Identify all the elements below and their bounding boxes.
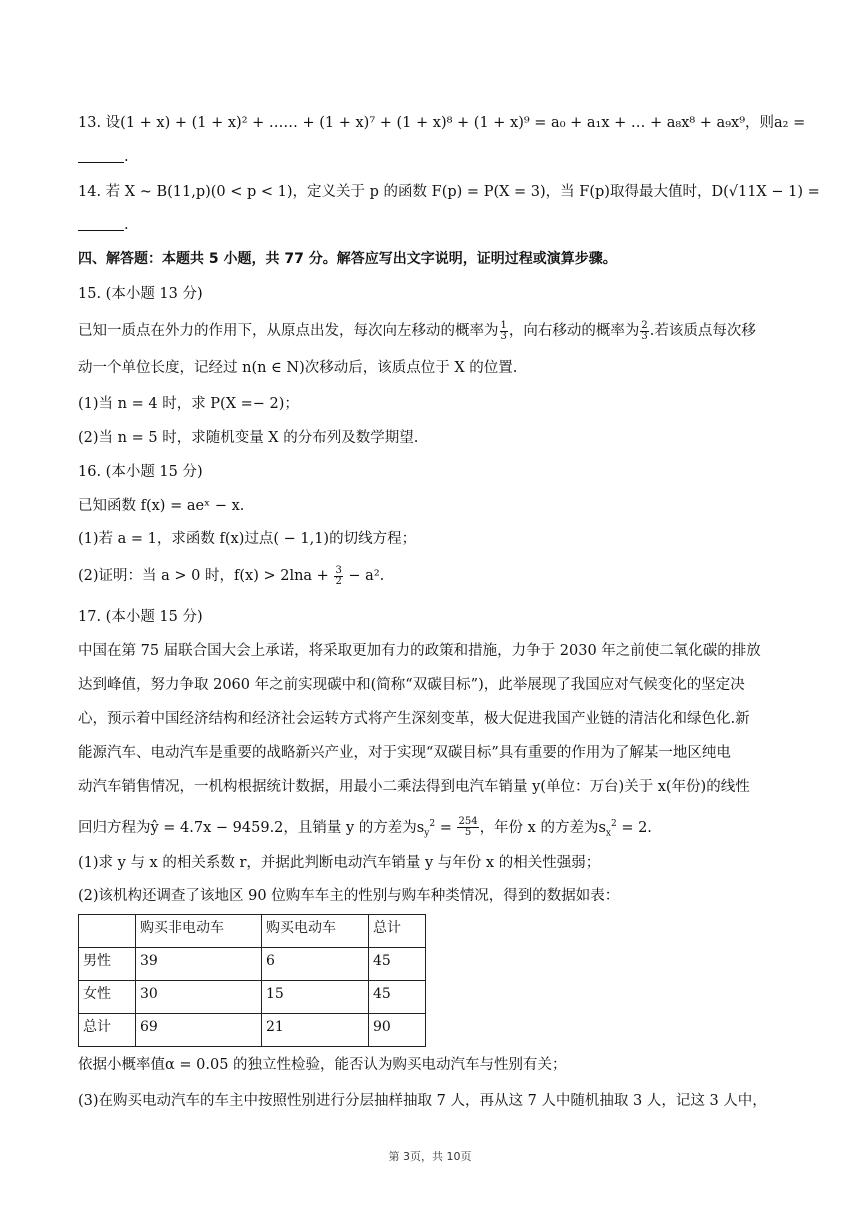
table-cell: 女性 bbox=[79, 981, 136, 1014]
answer-blank bbox=[78, 216, 124, 231]
table-row bbox=[79, 948, 426, 981]
table-cell: 购买电动车 bbox=[262, 915, 369, 948]
q17-paragraph-line: 心，预示着中国经济结构和经济社会运转方式将产生深刻变革，极大促进我国产业链的清洁化和绿色化.新 bbox=[78, 711, 750, 727]
table-cell: 总计 bbox=[369, 915, 426, 948]
q15-part2: (2)当 n = 5 时，求随机变量 X 的分布列及数学期望. bbox=[78, 430, 419, 446]
q17-paragraph-line: 动汽车销售情况，一机构根据统计数据，用最小二乘法得到电汽车销量 y(单位：万台)关于 x(年份)的线性 bbox=[78, 779, 750, 795]
q15-part1: (1)当 n = 4 时，求 P(X =− 2)； bbox=[78, 396, 299, 412]
table-cell: 21 bbox=[262, 1014, 369, 1047]
table-cell: 总计 bbox=[79, 1014, 136, 1047]
q15-line2: 动一个单位长度，记经过 n(n ∈ N)次移动后，该质点位于 X 的位置. bbox=[78, 360, 518, 376]
table-cell: 45 bbox=[369, 981, 426, 1014]
q15-line1: 已知一质点在外力的作用下，从原点出发，每次向左移动的概率为 $\frac{1}{3}$ ，向右移动的概率为 $\frac{2}{3}$ .若该质点每次移 bbox=[78, 319, 756, 342]
q13-text: 13. 设(1 + x) + (1 + x)² + …… + (1 + x)⁷ + (1 + x)⁸ + (1 + x)⁹ = a₀ + a₁x + … + a₈x⁸ + a₉x⁹，则a₂ = bbox=[78, 115, 806, 131]
q17-paragraph-line: 达到峰值，努力争取 2060 年之前实现碳中和(简称“双碳目标”)，此举展现了我国应对气候变化的坚定决 bbox=[78, 677, 745, 693]
q17-part2: (2)该机构还调查了该地区 90 位购车车主的性别与购车种类情况，得到的数据如表： bbox=[78, 888, 620, 904]
fraction: $\frac{3}{2}$ bbox=[335, 564, 342, 587]
q16-line1: 已知函数 f(x) = aeˣ − x. bbox=[78, 498, 245, 514]
q17-after-table: 依据小概率值α = 0.05 的独立性检验，能否认为购买电动汽车与性别有关； bbox=[78, 1057, 567, 1073]
fraction: $\frac{254}{5}$ bbox=[458, 816, 478, 839]
table-cell: 69 bbox=[136, 1014, 262, 1047]
question-13-answer-line: . bbox=[78, 146, 129, 168]
q15-header: 15. (本小题 13 分) bbox=[78, 286, 203, 302]
q17-header: 17. (本小题 15 分) bbox=[78, 609, 203, 625]
question-13 bbox=[78, 112, 805, 134]
q16-part2: (2)证明：当 a > 0 时，f(x) > 2lna + $\frac{3}{2}$ − a². bbox=[78, 564, 385, 587]
table-cell: 男性 bbox=[79, 948, 136, 981]
table-header-row bbox=[79, 915, 426, 948]
question-14-answer-line: . bbox=[78, 214, 129, 236]
fraction: $\frac{1}{3}$ bbox=[500, 319, 507, 342]
q17-regression-line: 回归方程为ŷ = 4.7x − 9459.2，且销量 y 的方差为$s_y^2$ = $\frac{254}{5}$ ，年份 x 的方差为$s_x^2 = 2$. bbox=[78, 816, 652, 839]
table-cell: 39 bbox=[136, 948, 262, 981]
table-cell: 90 bbox=[369, 1014, 426, 1047]
section-heading: 四、解答题：本题共 5 小题，共 77 分。解答应写出文字说明，证明过程或演算步骤。 bbox=[78, 251, 617, 267]
data-table bbox=[78, 914, 426, 1047]
q16-part1: (1)若 a = 1，求函数 f(x)过点( − 1,1)的切线方程； bbox=[78, 531, 417, 547]
table-cell: 6 bbox=[262, 948, 369, 981]
question-14 bbox=[78, 181, 820, 203]
table-cell: 45 bbox=[369, 948, 426, 981]
table-cell: 30 bbox=[136, 981, 262, 1014]
q14-text: 14. 若 X ~ B(11,p)(0 < p < 1)，定义关于 p 的函数 F(p) = P(X = 3)，当 F(p)取得最大值时，D(√11X − 1) = bbox=[78, 184, 820, 200]
answer-blank bbox=[78, 148, 124, 163]
table-cell bbox=[79, 915, 136, 948]
page-footer: 第 3页，共 10页 bbox=[388, 1150, 472, 1163]
table-row bbox=[79, 1014, 426, 1047]
q17-part1: (1)求 y 与 x 的相关系数 r，并据此判断电动汽车销量 y 与年份 x 的相关性强弱； bbox=[78, 855, 601, 871]
q17-part3: (3)在购买电动汽车的车主中按照性别进行分层抽样抽取 7 人，再从这 7 人中随机抽取 3 人，记这 3 人中， bbox=[78, 1093, 767, 1109]
q17-paragraph-line: 中国在第 75 届联合国大会上承诺，将采取更加有力的政策和措施，力争于 2030 年之前使二氧化碳的排放 bbox=[78, 643, 761, 659]
q17-paragraph-line: 能源汽车、电动汽车是重要的战略新兴产业，对于实现“双碳目标”具有重要的作用为了解某一地区纯电 bbox=[78, 745, 731, 761]
table-cell: 购买非电动车 bbox=[136, 915, 262, 948]
table-cell: 15 bbox=[262, 981, 369, 1014]
fraction: $\frac{2}{3}$ bbox=[641, 319, 648, 342]
q16-header: 16. (本小题 15 分) bbox=[78, 464, 203, 480]
table-row bbox=[79, 981, 426, 1014]
